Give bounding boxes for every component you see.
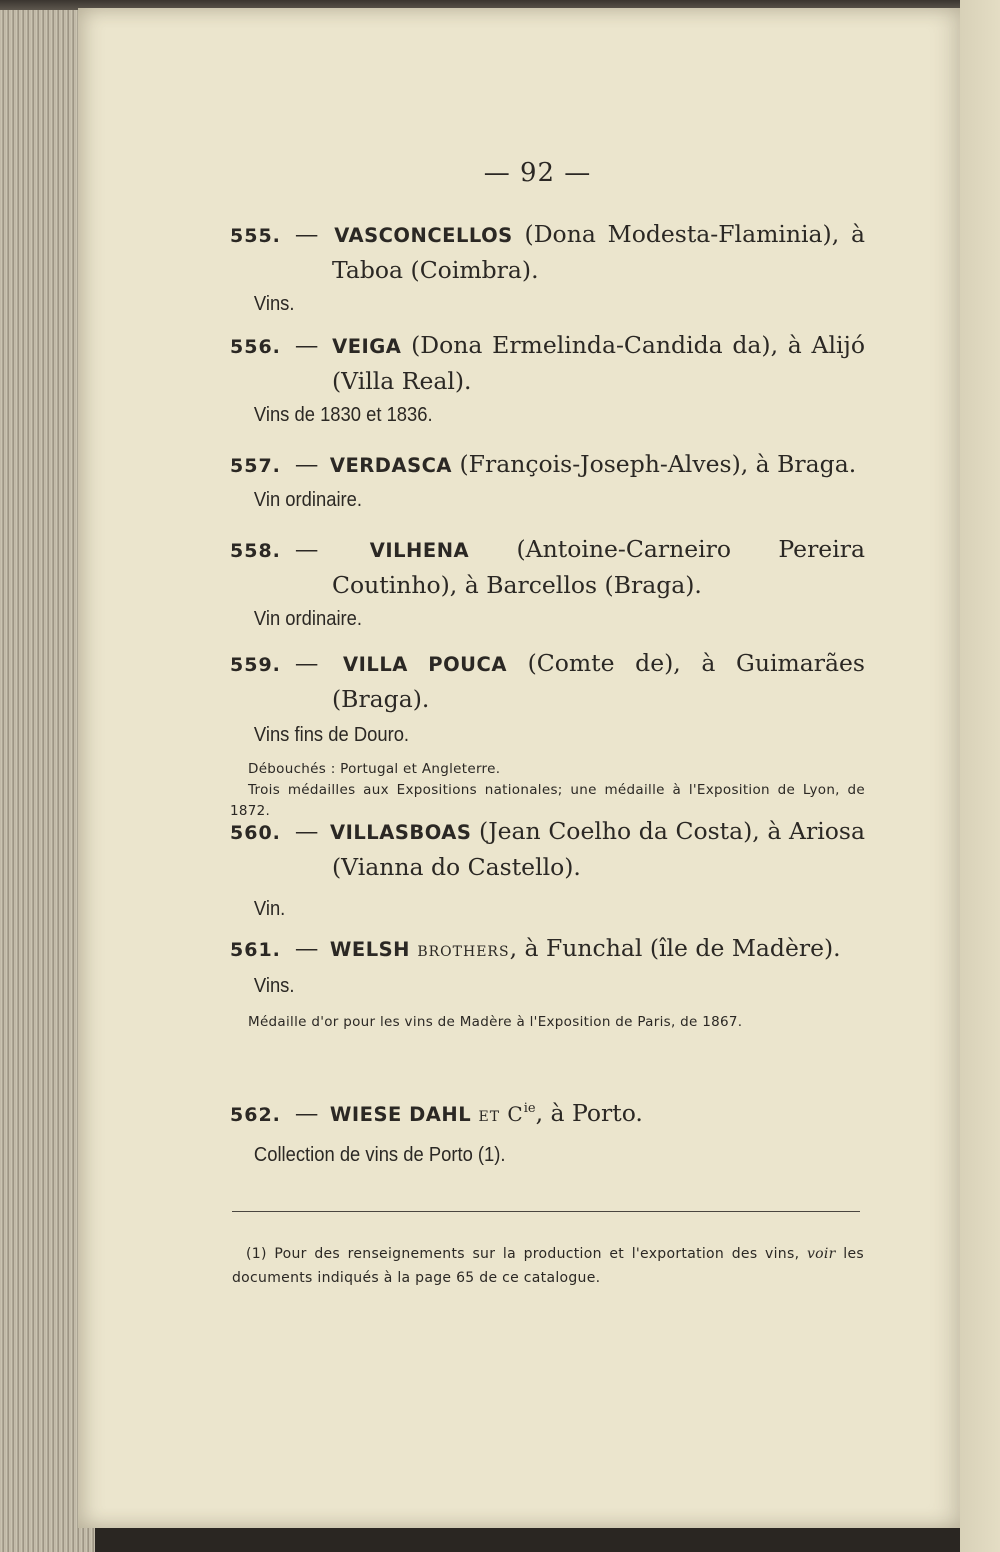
entry-number: 559. bbox=[230, 654, 281, 676]
footnote-rule bbox=[232, 1211, 860, 1212]
entry-company-c: C bbox=[507, 1101, 524, 1126]
entry-561 bbox=[230, 931, 865, 1033]
entry-details: (Jean Coelho da Costa), à Ariosa (Vianna do Castello). bbox=[332, 817, 865, 881]
entry-name: VERDASCA bbox=[329, 454, 453, 477]
entry-name: VILLA POUCA bbox=[343, 653, 507, 676]
entry-heading: 558. — VILHENA (Antoine-Carneiro Pereira Coutinho), à Barcellos (Braga). bbox=[230, 535, 865, 599]
entry-details: (Comte de), à Guimarães (Braga). bbox=[332, 649, 865, 713]
entry-description: Vins. bbox=[253, 293, 295, 315]
entry-company-sup: ie bbox=[523, 1101, 536, 1116]
entry-number: 558. bbox=[230, 540, 281, 562]
entry-description: Vins fins de Douro. bbox=[253, 724, 410, 746]
entry-name: WELSH bbox=[329, 938, 410, 961]
entry-description: Vin ordinaire. bbox=[253, 608, 363, 630]
entry-heading: 560. — VILLASBOAS (Jean Coelho da Costa), à Ariosa (Vianna do Castello). bbox=[230, 817, 865, 881]
entry-description: Vins. bbox=[253, 975, 295, 997]
entry-name: VEIGA bbox=[332, 335, 402, 358]
entry-562 bbox=[230, 1092, 865, 1167]
entry-description: Collection de vins de Porto (1). bbox=[253, 1143, 506, 1166]
footnote: (1) Pour des renseignements sur la production et l'exportation des vins, voir les documents indiqués à la page 65 de ce catalogue. bbox=[232, 1246, 864, 1286]
entry-name-suffix: brothers bbox=[410, 937, 510, 961]
entry-number: 561. bbox=[230, 939, 281, 961]
entry-description: Vin. bbox=[253, 898, 286, 920]
footnote-marker: (1) bbox=[246, 1246, 267, 1262]
entry-name-suffix: et bbox=[471, 1101, 508, 1126]
entry-558 bbox=[230, 532, 865, 631]
entry-heading: 557. — VERDASCA (François-Joseph-Alves), à Braga. bbox=[230, 450, 857, 478]
entry-details: (Dona Ermelinda-Candida da), à Alijó (Villa Real). bbox=[332, 331, 865, 395]
entry-name: VASCONCELLOS bbox=[334, 224, 513, 247]
entry-note: Médaille d'or pour les vins de Madère à l'Exposition de Paris, de 1867. bbox=[248, 1014, 743, 1030]
entry-name: VILLASBOAS bbox=[330, 821, 472, 844]
entry-note: Trois médailles aux Expositions nationales; une médaille à l'Exposition de Lyon, de 1872. bbox=[230, 782, 865, 819]
entry-details: , à Porto. bbox=[535, 1098, 643, 1127]
entry-number: 555. bbox=[230, 225, 281, 247]
entry-heading: 555. — VASCONCELLOS (Dona Modesta-Flaminia), à Taboa (Coimbra). bbox=[230, 220, 865, 284]
facing-page-strip bbox=[960, 0, 1000, 1552]
entry-details: , à Funchal (île de Madère). bbox=[509, 934, 841, 962]
entry-heading: 556. — VEIGA (Dona Ermelinda-Candida da), à Alijó (Villa Real). bbox=[230, 331, 865, 395]
entry-heading: 561. — WELSH brothers, à Funchal (île de Madère). bbox=[230, 934, 841, 962]
entry-description: Vins de 1830 et 1836. bbox=[253, 404, 433, 426]
entry-name: WIESE DAHL bbox=[329, 1102, 472, 1126]
entry-note: Débouchés : Portugal et Angleterre. bbox=[248, 761, 501, 777]
entry-heading: 562. — WIESE DAHL et $C^{ie}$, à Porto. bbox=[230, 1098, 643, 1127]
entry-number: 562. bbox=[230, 1103, 281, 1126]
entry-description: Vin ordinaire. bbox=[253, 489, 363, 511]
entry-number: 560. bbox=[230, 822, 281, 844]
entry-number: 556. bbox=[230, 336, 281, 358]
entry-details: (Dona Modesta-Flaminia), à Taboa (Coimbra). bbox=[332, 220, 865, 284]
entry-559 bbox=[230, 646, 865, 822]
entry-name: VILHENA bbox=[369, 539, 470, 562]
entry-556 bbox=[230, 328, 865, 427]
entry-560 bbox=[230, 814, 865, 921]
entry-details: (Antoine-Carneiro Pereira Coutinho), à Barcellos (Braga). bbox=[332, 535, 865, 599]
entry-details: (François-Joseph-Alves), à Braga. bbox=[452, 450, 857, 478]
entry-557 bbox=[230, 447, 865, 512]
page-number: — 92 — bbox=[483, 158, 592, 188]
entry-heading: 559. — VILLA POUCA (Comte de), à Guimarães (Braga). bbox=[230, 649, 865, 713]
entry-number: 557. bbox=[230, 455, 281, 477]
entry-555 bbox=[230, 217, 865, 316]
